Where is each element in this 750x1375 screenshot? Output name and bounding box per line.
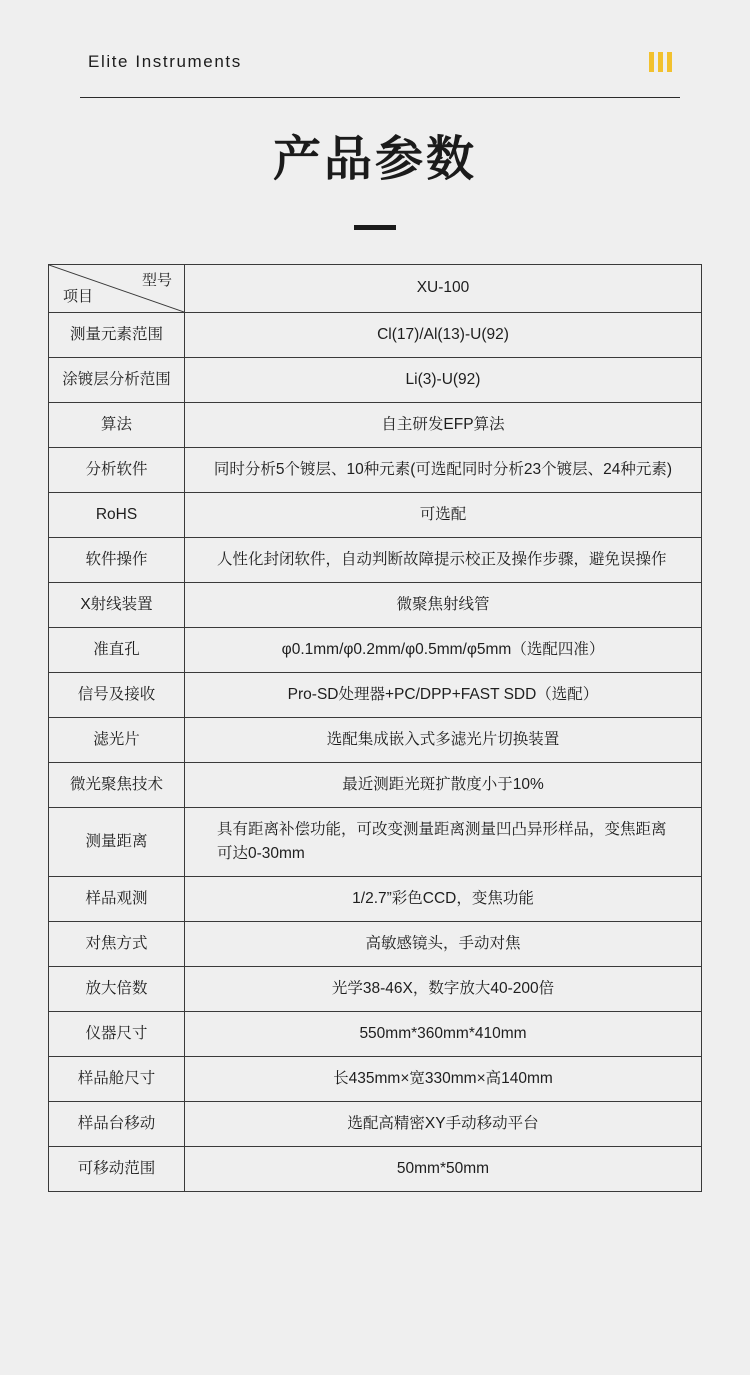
row-label: 准直孔 bbox=[49, 627, 185, 672]
row-label: 算法 bbox=[49, 402, 185, 447]
table-row bbox=[49, 922, 702, 967]
table-row bbox=[49, 627, 702, 672]
row-label: RoHS bbox=[49, 492, 185, 537]
corner-row-label: 项目 bbox=[63, 287, 94, 305]
title-underline bbox=[354, 225, 396, 230]
row-label: 放大倍数 bbox=[49, 967, 185, 1012]
table-row bbox=[49, 762, 702, 807]
row-label: 微光聚焦技术 bbox=[49, 762, 185, 807]
row-label: 软件操作 bbox=[49, 537, 185, 582]
brand-name: Elite Instruments bbox=[88, 52, 242, 71]
row-value: 最近测距光斑扩散度小于10% bbox=[185, 762, 702, 807]
row-label: 测量距离 bbox=[49, 807, 185, 876]
row-value: φ0.1mm/φ0.2mm/φ0.5mm/φ5mm（选配四准） bbox=[185, 627, 702, 672]
row-value: Cl(17)/Al(13)-U(92) bbox=[185, 312, 702, 357]
row-value: Pro-SD处理器+PC/DPP+FAST SDD（选配） bbox=[185, 672, 702, 717]
table-row bbox=[49, 672, 702, 717]
table-corner-cell bbox=[49, 264, 185, 312]
row-label: 样品观测 bbox=[49, 877, 185, 922]
spec-table-body bbox=[49, 264, 702, 1191]
spec-table bbox=[48, 264, 702, 1192]
row-value: 同时分析5个镀层、10种元素(可选配同时分析23个镀层、24种元素) bbox=[185, 447, 702, 492]
row-value: 人性化封闭软件，自动判断故障提示校正及操作步骤，避免误操作 bbox=[185, 537, 702, 582]
row-label: 样品舱尺寸 bbox=[49, 1057, 185, 1102]
page-title: 产品参数 bbox=[272, 133, 477, 186]
row-label: 分析软件 bbox=[49, 447, 185, 492]
corner-column-label: 型号 bbox=[141, 271, 172, 289]
row-value: 自主研发EFP算法 bbox=[185, 402, 702, 447]
spec-table-wrap bbox=[48, 264, 702, 1192]
page-header bbox=[0, 0, 750, 100]
table-row bbox=[49, 447, 702, 492]
table-row bbox=[49, 357, 702, 402]
row-value: 可选配 bbox=[185, 492, 702, 537]
table-row bbox=[49, 1057, 702, 1102]
table-row bbox=[49, 402, 702, 447]
row-label: X射线装置 bbox=[49, 582, 185, 627]
row-value: 50mm*50mm bbox=[185, 1147, 702, 1192]
title-block bbox=[0, 134, 750, 230]
row-value: 微聚焦射线管 bbox=[185, 582, 702, 627]
row-value: 高敏感镜头，手动对焦 bbox=[185, 922, 702, 967]
row-value: 光学38-46X，数字放大40-200倍 bbox=[185, 967, 702, 1012]
row-value: Li(3)-U(92) bbox=[185, 357, 702, 402]
table-row bbox=[49, 1147, 702, 1192]
table-row bbox=[49, 807, 702, 876]
row-label: 信号及接收 bbox=[49, 672, 185, 717]
row-value: 选配高精密XY手动移动平台 bbox=[185, 1102, 702, 1147]
table-row bbox=[49, 492, 702, 537]
table-row bbox=[49, 264, 702, 312]
row-label: 涂镀层分析范围 bbox=[49, 357, 185, 402]
row-label: 测量元素范围 bbox=[49, 312, 185, 357]
row-label: 仪器尺寸 bbox=[49, 1012, 185, 1057]
row-label: 可移动范围 bbox=[49, 1147, 185, 1192]
row-value: 长435mm×宽330mm×高140mm bbox=[185, 1057, 702, 1102]
row-value: 选配集成嵌入式多滤光片切换装置 bbox=[185, 717, 702, 762]
table-row bbox=[49, 582, 702, 627]
row-value: 550mm*360mm*410mm bbox=[185, 1012, 702, 1057]
row-label: 样品台移动 bbox=[49, 1102, 185, 1147]
table-row bbox=[49, 1102, 702, 1147]
header-divider bbox=[80, 97, 680, 98]
row-label: 滤光片 bbox=[49, 717, 185, 762]
row-value: 1/2.7”彩色CCD，变焦功能 bbox=[185, 877, 702, 922]
model-value: XU-100 bbox=[185, 264, 702, 312]
table-row bbox=[49, 537, 702, 582]
row-label: 对焦方式 bbox=[49, 922, 185, 967]
table-row bbox=[49, 717, 702, 762]
table-row bbox=[49, 967, 702, 1012]
table-row bbox=[49, 1012, 702, 1057]
table-row bbox=[49, 877, 702, 922]
row-value: 具有距离补偿功能，可改变测量距离测量凹凸异形样品，变焦距离可达0-30mm bbox=[185, 807, 702, 876]
three-bars-icon bbox=[649, 52, 672, 72]
table-row bbox=[49, 312, 702, 357]
